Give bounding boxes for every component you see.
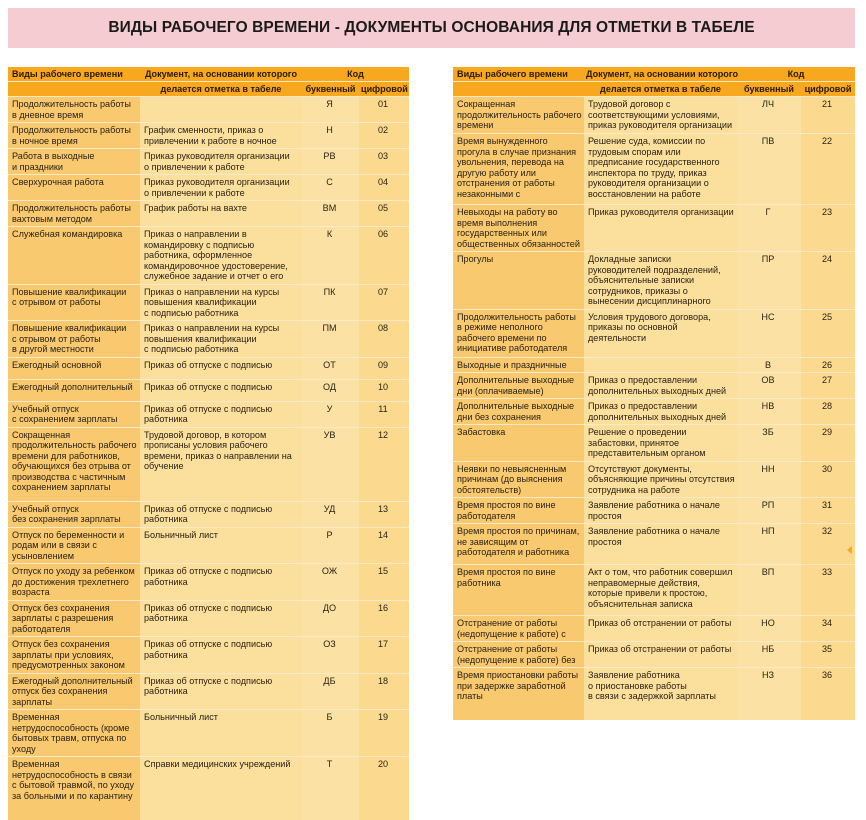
table-row [8,284,409,321]
row-letter-code: У [302,401,359,427]
row-letter-code: РП [737,498,801,524]
row-document: Трудовой договор, в котором прописаны условия рабочего времени, приказ о направлении на обучение [140,427,302,501]
row-digit-code: 09 [359,357,409,379]
row-digit-code: 11 [359,401,409,427]
table-row [8,123,409,149]
row-digit-code: 05 [359,201,409,227]
row-document: Приказ руководителя организации о привлечении к работе [140,149,302,175]
row-letter-code: Р [302,527,359,564]
table-row [8,427,409,501]
header-digit: цифровой [801,82,855,97]
row-digit-code: 21 [801,97,855,134]
row-type: Выходные и праздничные [453,357,584,373]
header-doc-line2: делается отметка в табеле [584,82,737,97]
table-row [453,668,855,706]
row-document: Докладные записки руководителей подразделений, объяснительные записки сотрудников, приказы о вынесении дисциплинарного [584,252,737,310]
row-letter-code: ЗБ [737,425,801,462]
filler-cell [453,706,584,720]
row-document: График работы на вахте [140,201,302,227]
row-document: Справки медицинских учреждений [140,757,302,804]
table-row [453,134,855,205]
row-letter-code: С [302,175,359,201]
row-type: Забастовка [453,425,584,462]
row-type: Время вынужденного прогула в случае признания увольнения, перевода на другую работу или отстранения от работы незаконными с [453,134,584,205]
row-type: Работа в выходные и праздники [8,149,140,175]
row-digit-code: 13 [359,501,409,527]
table-filler-row [453,706,855,720]
table-row [8,379,409,401]
filler-cell [8,804,140,820]
table-row [8,97,409,123]
row-letter-code: НБ [737,642,801,668]
row-document: Приказ руководителя организации [584,205,737,252]
row-letter-code: ДО [302,600,359,637]
row-digit-code: 32 [801,524,855,565]
row-type: Время простоя по вине работодателя [453,498,584,524]
row-type: Продолжительность работы в дневное время [8,97,140,123]
row-letter-code: ДБ [302,673,359,710]
row-type: Учебный отпуск без сохранения зарплаты [8,501,140,527]
row-letter-code: ОТ [302,357,359,379]
table-row [453,309,855,357]
row-document: Приказ об отпуске с подписью [140,357,302,379]
row-digit-code: 16 [359,600,409,637]
row-digit-code: 33 [801,565,855,616]
work-time-table-right [453,67,855,720]
header-doc-line2: делается отметка в табеле [140,82,302,97]
row-type: Продолжительность работы в режиме неполного рабочего времени по инициативе работодателя [453,309,584,357]
row-digit-code: 08 [359,321,409,358]
row-digit-code: 14 [359,527,409,564]
row-type: Время простоя по вине работника [453,565,584,616]
row-document [584,357,737,373]
row-digit-code: 30 [801,461,855,498]
row-type: Продолжительность работы в ночное время [8,123,140,149]
table-row [8,673,409,710]
table-row [8,527,409,564]
row-digit-code: 19 [359,710,409,757]
row-document: Больничный лист [140,710,302,757]
row-letter-code: НВ [737,399,801,425]
row-document: Приказ об отпуске с подписью [140,379,302,401]
table-row [453,205,855,252]
row-document: Решение о проведении забастовки, принятое представительным органом [584,425,737,462]
row-type: Отстранение от работы (недопущение к работе) с [453,616,584,642]
header-type: Виды рабочего времени [8,67,140,82]
row-letter-code: ОВ [737,373,801,399]
row-type: Продолжительность работы вахтовым методом [8,201,140,227]
row-letter-code: К [302,227,359,285]
row-letter-code: ВП [737,565,801,616]
row-document: Трудовой договор с соответствующими условиями, приказ руководителя организации [584,97,737,134]
row-type: Ежегодный основной [8,357,140,379]
row-letter-code: ПВ [737,134,801,205]
row-type: Сверхурочная работа [8,175,140,201]
row-digit-code: 12 [359,427,409,501]
row-document: Приказ о предоставлении дополнительных выходных дней [584,399,737,425]
table-row [453,642,855,668]
row-digit-code: 01 [359,97,409,123]
row-type: Повышение квалификации с отрывом от работы в другой местности [8,321,140,358]
header-letter: буквенный [302,82,359,97]
diamond-marker-icon [847,546,852,554]
row-document: Заявление работника о приостановке работы в связи с задержкой зарплаты [584,668,737,706]
row-document: Больничный лист [140,527,302,564]
row-digit-code: 23 [801,205,855,252]
row-digit-code: 29 [801,425,855,462]
row-letter-code: НС [737,309,801,357]
row-type: Сокращенная продолжительность рабочего времени для работников, обучающихся без отрыва от производства с частичным сохранением зарплаты [8,427,140,501]
row-digit-code: 35 [801,642,855,668]
table-row [453,373,855,399]
row-letter-code: ПР [737,252,801,310]
row-document: Приказ об отпуске с подписью работника [140,637,302,674]
work-time-table-left [8,67,409,820]
row-document [140,97,302,123]
row-digit-code: 27 [801,373,855,399]
row-type: Время приостановки работы при задержке заработной платы [453,668,584,706]
table-row [453,252,855,310]
row-type: Ежегодный дополнительный отпуск без сохранения зарплаты [8,673,140,710]
table-row [8,710,409,757]
row-digit-code: 17 [359,637,409,674]
row-type: Прогулы [453,252,584,310]
table-row [8,175,409,201]
table-row [453,357,855,373]
row-type: Отпуск по уходу за ребенком до достижения трехлетнего возраста [8,564,140,601]
row-document: Приказ об отстранении от работы [584,616,737,642]
filler-cell [737,706,801,720]
row-letter-code: УД [302,501,359,527]
row-letter-code: В [737,357,801,373]
header-code: Код [737,67,855,82]
header-code: Код [302,67,409,82]
row-digit-code: 10 [359,379,409,401]
row-letter-code: Н [302,123,359,149]
row-digit-code: 15 [359,564,409,601]
table-row [8,227,409,285]
table-row [8,600,409,637]
table-row [453,461,855,498]
row-type: Отпуск без сохранения зарплаты при условиях, предусмотренных законом [8,637,140,674]
row-document: Отсутствуют документы, объясняющие причины отсутствия сотрудника на работе [584,461,737,498]
row-letter-code: НП [737,524,801,565]
row-type: Ежегодный дополнительный [8,379,140,401]
row-letter-code: ОЖ [302,564,359,601]
row-letter-code: ОД [302,379,359,401]
row-digit-code: 36 [801,668,855,706]
row-document: Акт о том, что работник совершил неправомерные действия, которые привели к простою, объяснительная записка [584,565,737,616]
row-digit-code: 20 [359,757,409,804]
header-type: Виды рабочего времени [453,67,584,82]
row-document: Решение суда, комиссии по трудовым спорам или предписание государственного инспектора по труду, приказ руководителя организации о восстановлении на работе [584,134,737,205]
row-digit-code: 28 [801,399,855,425]
row-digit-code: 26 [801,357,855,373]
table-row [453,616,855,642]
filler-cell [302,804,359,820]
table-row [8,637,409,674]
table-row [8,149,409,175]
header-doc-line1: Документ, на основании которого [584,67,737,82]
row-document: Приказ об отпуске с подписью работника [140,673,302,710]
row-document: Приказ о направлении в командировку с подписью работника, оформленное командировочное удостоверение, служебное задание и отчет о его [140,227,302,285]
page-title-bar [8,8,855,48]
row-type: Повышение квалификации с отрывом от работы [8,284,140,321]
row-digit-code: 24 [801,252,855,310]
row-type: Невыходы на работу во время выполнения государственных или общественных обязанностей [453,205,584,252]
row-type: Дополнительные выходные дни (оплачиваемые) [453,373,584,399]
row-type: Время простоя по причинам, не зависящим от работодателя и работника [453,524,584,565]
table-row [8,757,409,804]
header-letter: буквенный [737,82,801,97]
row-document: Приказ о предоставлении дополнительных выходных дней [584,373,737,399]
filler-cell [584,706,737,720]
row-type: Отпуск без сохранения зарплаты с разрешения работодателя [8,600,140,637]
row-document: Приказ руководителя организации о привлечении к работе [140,175,302,201]
row-digit-code: 31 [801,498,855,524]
table-row [8,321,409,358]
row-digit-code: 18 [359,673,409,710]
row-document: Приказ о направлении на курсы повышения квалификации с подписью работника [140,321,302,358]
filler-cell [140,804,302,820]
row-letter-code: РВ [302,149,359,175]
row-document: Условия трудового договора, приказы по основной деятельности [584,309,737,357]
header-digit: цифровой [359,82,409,97]
row-document: Заявление работника о начале простоя [584,498,737,524]
table-row [453,97,855,134]
table-row [453,425,855,462]
row-digit-code: 04 [359,175,409,201]
table-row [453,399,855,425]
row-document: Приказ об отпуске с подписью работника [140,600,302,637]
row-letter-code: ПМ [302,321,359,358]
row-type: Отстранение от работы (недопущение к работе) без [453,642,584,668]
row-letter-code: Т [302,757,359,804]
row-digit-code: 25 [801,309,855,357]
row-type: Временная нетрудоспособность (кроме бытовых травм, отпуска по уходу [8,710,140,757]
row-digit-code: 06 [359,227,409,285]
row-letter-code: Б [302,710,359,757]
row-document: Приказ об отпуске с подписью работника [140,501,302,527]
row-document: Приказ об отпуске с подписью работника [140,401,302,427]
row-letter-code: НО [737,616,801,642]
row-digit-code: 34 [801,616,855,642]
table-row [453,524,855,565]
row-type: Служебная командировка [8,227,140,285]
table-row [8,357,409,379]
row-letter-code: УВ [302,427,359,501]
table-row [453,498,855,524]
header-doc-line1: Документ, на основании которого [140,67,302,82]
table-row [8,401,409,427]
row-type: Отпуск по беременности и родам или в связи с усыновлением [8,527,140,564]
row-letter-code: НЗ [737,668,801,706]
row-letter-code: ОЗ [302,637,359,674]
row-letter-code: ВМ [302,201,359,227]
row-document: Приказ об отстранении от работы [584,642,737,668]
row-digit-code: 03 [359,149,409,175]
row-document: Заявление работника о начале простоя [584,524,737,565]
row-letter-code: НН [737,461,801,498]
row-letter-code: ЛЧ [737,97,801,134]
row-letter-code: Я [302,97,359,123]
row-letter-code: ПК [302,284,359,321]
row-digit-code: 02 [359,123,409,149]
filler-cell [359,804,409,820]
row-digit-code: 07 [359,284,409,321]
row-type: Дополнительные выходные дни без сохранения [453,399,584,425]
row-type: Неявки по невыясненным причинам (до выяснения обстоятельств) [453,461,584,498]
table-row [8,201,409,227]
row-letter-code: Г [737,205,801,252]
row-type: Учебный отпуск с сохранением зарплаты [8,401,140,427]
row-document: Приказ о направлении на курсы повышения квалификации с подписью работника [140,284,302,321]
row-document: График сменности, приказ о привлечении к работе в ночное [140,123,302,149]
row-digit-code: 22 [801,134,855,205]
table-filler-row [8,804,409,820]
page-title: ВИДЫ РАБОЧЕГО ВРЕМЕНИ - ДОКУМЕНТЫ ОСНОВАНИЯ ДЛЯ ОТМЕТКИ В ТАБЕЛЕ [108,19,755,36]
filler-cell [801,706,855,720]
row-document: Приказ об отпуске с подписью работника [140,564,302,601]
table-row [453,565,855,616]
row-type: Временная нетрудоспособность в связи с бытовой травмой, по уходу за больными и по карантину [8,757,140,804]
table-row [8,564,409,601]
table-row [8,501,409,527]
row-type: Сокращенная продолжительность рабочего времени [453,97,584,134]
